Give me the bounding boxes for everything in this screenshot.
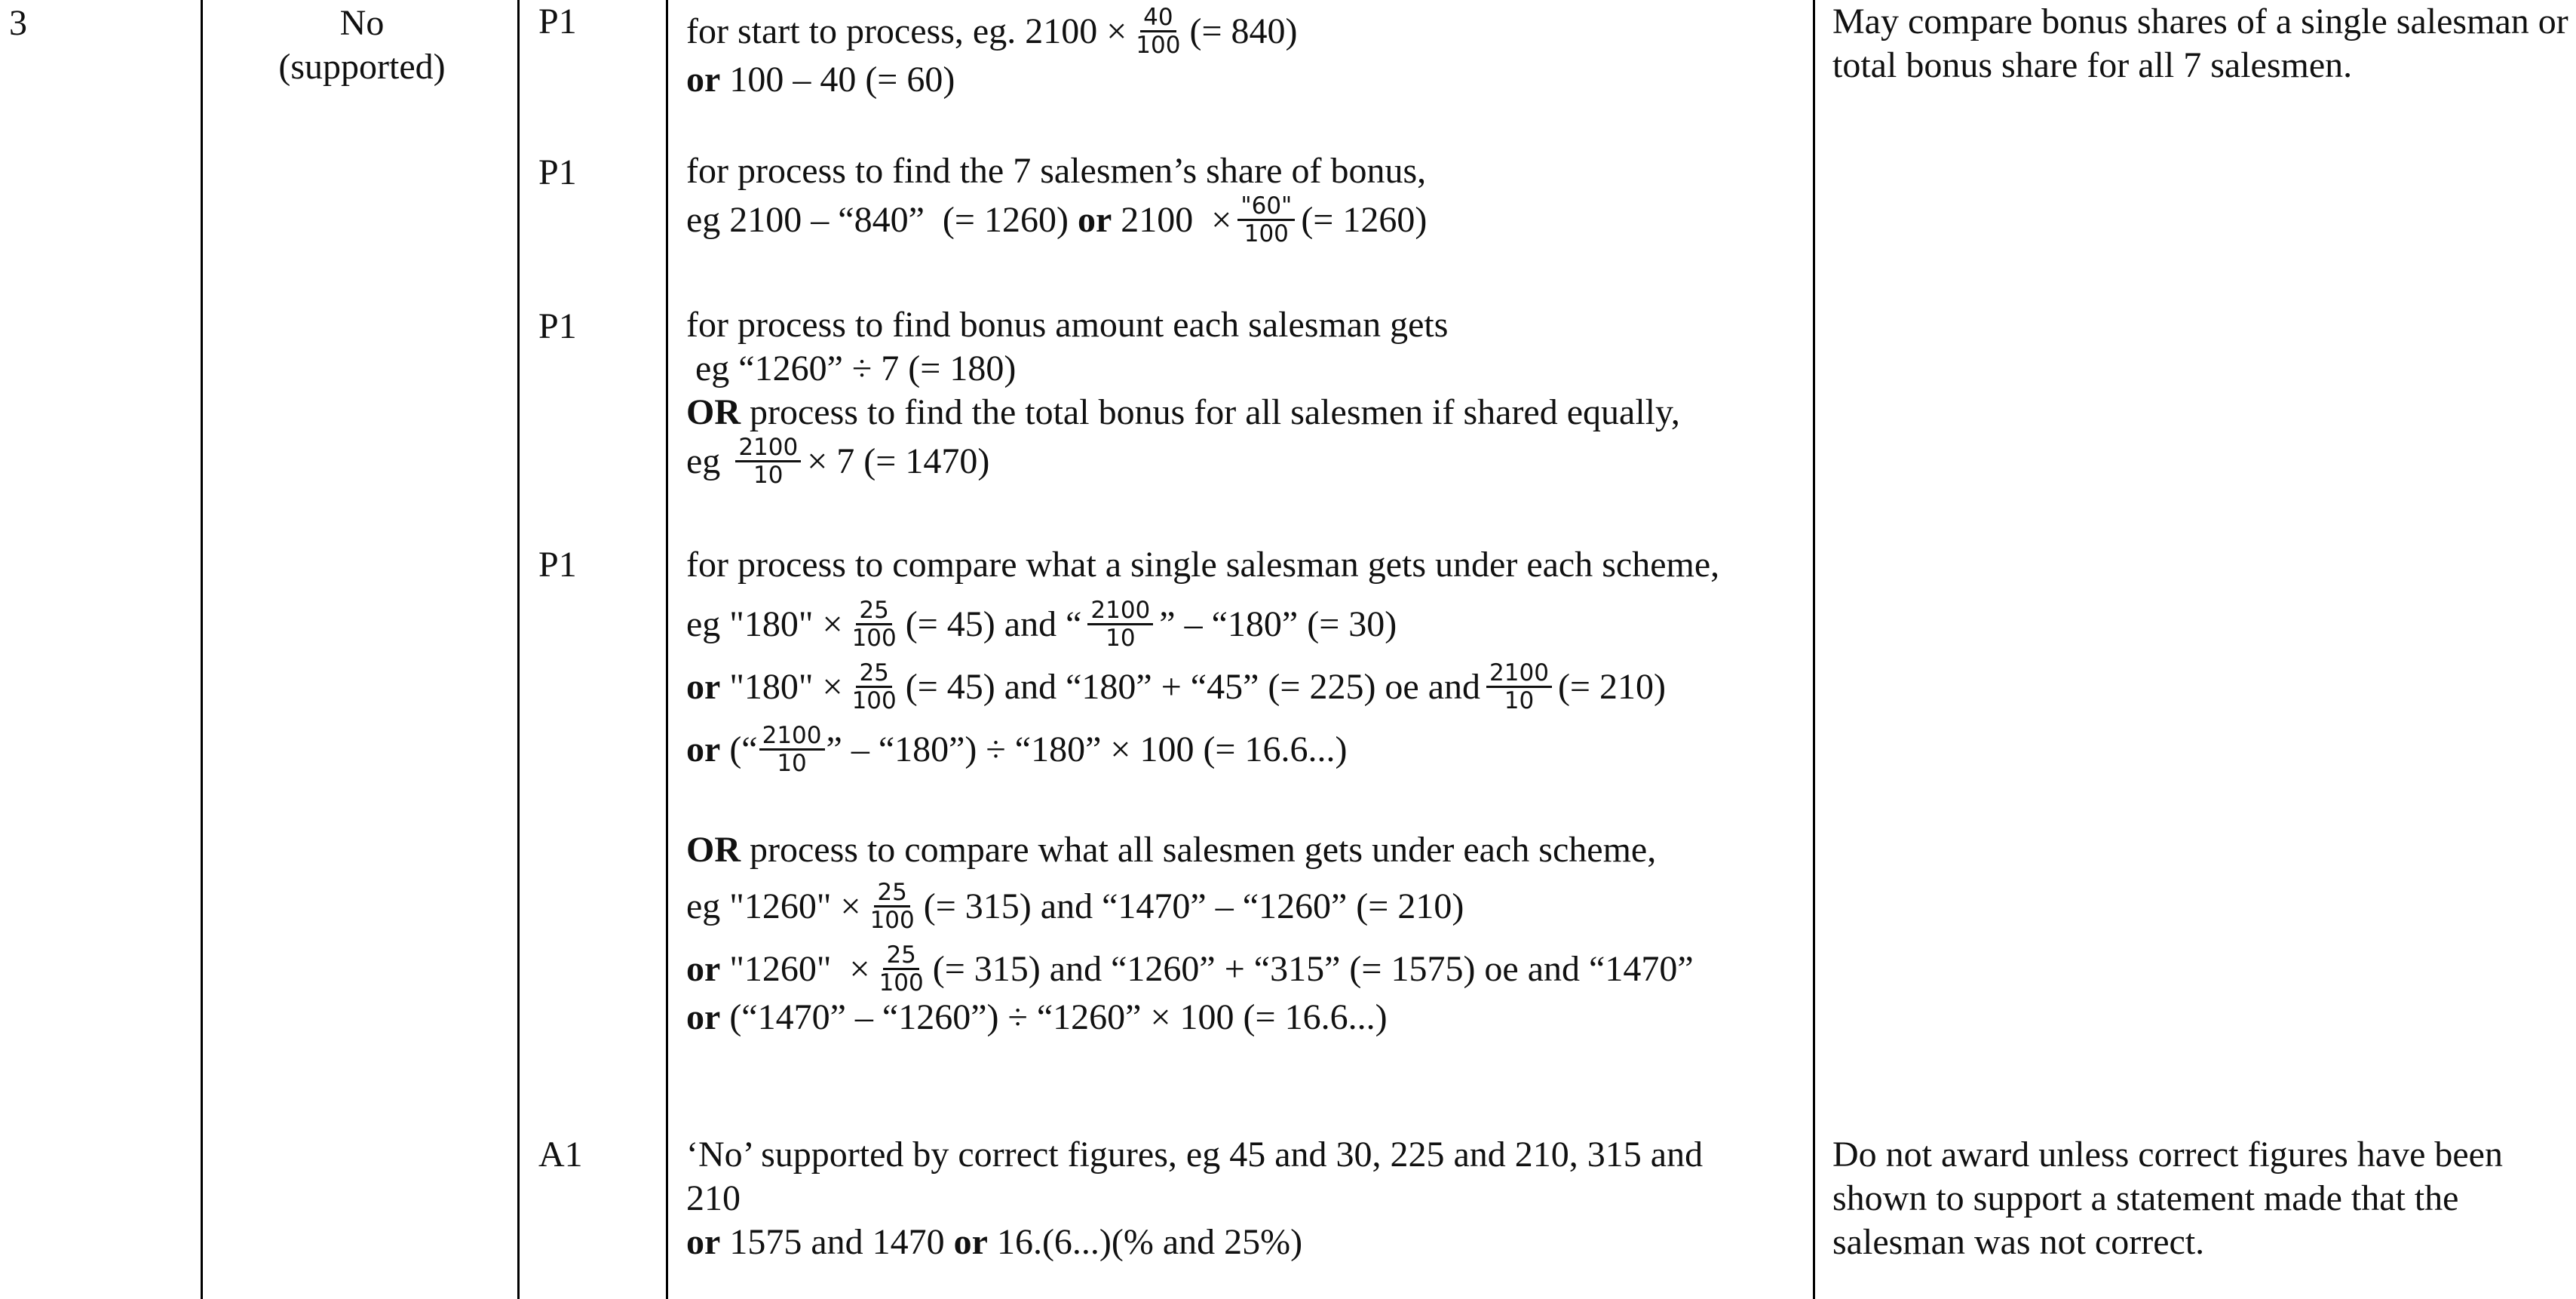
note-do-not-award: Do not award unless correct figures have been shown to support a statement made that the salesman was not correct.: [1832, 1135, 2503, 1262]
text-line: eg "1260" ×: [686, 886, 861, 926]
answer-cell: [204, 2, 520, 89]
text-line: 210: [686, 1178, 741, 1218]
text-line: process to compare what all salesmen gets under each scheme,: [741, 830, 1657, 870]
answer-line-2: (supported): [278, 47, 446, 87]
process-compare-single: [686, 543, 1802, 776]
fraction-numerator: 25: [856, 660, 891, 688]
fraction-denominator: 100: [879, 969, 924, 997]
text-line: for process to compare what a single salesman gets under each scheme,: [686, 545, 1720, 585]
accuracy-mark: [686, 1133, 1802, 1264]
note-compare-shares: May compare bonus shares of a single salesman or total bonus share for all 7 salesmen.: [1832, 2, 2568, 85]
fraction: [759, 723, 825, 776]
fraction-denominator: 100: [1136, 32, 1181, 59]
fraction-numerator: 40: [1140, 5, 1176, 32]
fraction-denominator: 100: [1244, 220, 1289, 247]
text-line: (= 315) and “1260” + “315” (= 1575) oe and “1470”: [932, 948, 1694, 989]
fraction-denominator: 100: [851, 625, 897, 652]
keyword-or: or: [1077, 199, 1112, 240]
keyword-or: or: [686, 1222, 721, 1262]
text-line: (“1470” – “1260”) ÷ “1260” × 100 (= 16.6...): [720, 997, 1388, 1037]
text-line: (= 315) and “1470” – “1260” (= 210): [923, 886, 1464, 926]
fraction: [1486, 660, 1552, 714]
keyword-or: or: [686, 60, 721, 100]
text-line: 16.(6...)(% and 25%): [987, 1222, 1303, 1262]
fraction: [735, 435, 801, 488]
fraction: [1237, 193, 1295, 247]
column-divider-4: [1813, 0, 1815, 1299]
text-line: for process to find bonus amount each salesman gets: [686, 305, 1449, 345]
process-compare-all: [686, 828, 1802, 1040]
text-line: (= 1260): [1301, 199, 1428, 240]
fraction: [1087, 597, 1153, 651]
text-line: × 7 (= 1470): [807, 441, 990, 481]
text-line: ” – “180”) ÷ “180” × 100 (= 16.6...): [826, 729, 1348, 769]
text-line: ” – “180” (= 30): [1159, 603, 1397, 644]
text-line: (“: [720, 729, 758, 769]
keyword-or: or: [953, 1222, 988, 1262]
text-line: (= 45) and “180” + “45” (= 225) oe and: [905, 666, 1481, 707]
process-each: [686, 303, 1802, 488]
text-line: (= 45) and “: [905, 603, 1082, 644]
keyword-or: or: [686, 666, 721, 707]
text-line: eg "180" ×: [686, 603, 843, 644]
answer-line-1: No: [339, 3, 385, 43]
keyword-or: or: [686, 729, 721, 769]
text-line: 2100 ×: [1112, 199, 1232, 240]
fraction-numerator: 2100: [735, 435, 801, 462]
fraction-numerator: 25: [874, 880, 909, 907]
text-line: ‘No’ supported by correct figures, eg 45 and 30, 225 and 210, 315 and: [686, 1135, 1704, 1175]
text-line: "1260" ×: [720, 948, 870, 989]
text-line: 100 – 40 (= 60): [720, 60, 955, 100]
mark-p1-share: P1: [538, 152, 577, 192]
fraction-denominator: 10: [777, 750, 807, 777]
keyword-or: or: [686, 948, 721, 989]
fraction-numerator: 2100: [759, 723, 825, 751]
mark-a1: A1: [538, 1135, 583, 1175]
fraction-denominator: 100: [851, 687, 897, 714]
fraction: [867, 880, 918, 933]
mark-p1-each: P1: [538, 306, 577, 346]
text-line: process to find the total bonus for all salesmen if shared equally,: [741, 392, 1680, 432]
fraction-denominator: 100: [869, 907, 915, 934]
text-line: for process to find the 7 salesmen’s share of bonus,: [686, 151, 1427, 191]
text-line: eg 2100 – “840” (= 1260): [686, 199, 1078, 240]
fraction: [1133, 5, 1183, 58]
fraction-denominator: 10: [753, 462, 784, 489]
column-divider-3: [666, 0, 668, 1299]
column-divider-1: [201, 0, 203, 1299]
fraction: [849, 660, 900, 714]
fraction-denominator: 10: [1504, 687, 1535, 714]
fraction-numerator: "60": [1237, 193, 1295, 221]
fraction-numerator: 25: [856, 597, 891, 625]
mark-p1-compare: P1: [538, 545, 577, 585]
fraction: [849, 597, 900, 651]
text-line: eg “1260” ÷ 7 (= 180): [686, 349, 1017, 388]
fraction: [876, 942, 927, 996]
text-line: (= 840): [1189, 11, 1298, 51]
text-line: for start to process, eg. 2100 ×: [686, 11, 1127, 51]
process-share: [686, 149, 1802, 247]
fraction-denominator: 10: [1106, 625, 1136, 652]
text-line: eg: [686, 441, 730, 481]
column-divider-2: [517, 0, 520, 1299]
question-number: 3: [9, 3, 27, 43]
fraction-numerator: 25: [883, 942, 918, 970]
keyword-or: OR: [686, 830, 741, 870]
text-line: (= 210): [1557, 666, 1666, 707]
text-line: "180" ×: [720, 666, 843, 707]
fraction-numerator: 2100: [1087, 597, 1153, 625]
keyword-or: or: [686, 997, 721, 1037]
process-start: [686, 5, 1802, 102]
text-line: 1575 and 1470: [720, 1222, 954, 1262]
mark-p1-start: P1: [538, 2, 577, 41]
keyword-or: OR: [686, 392, 741, 432]
fraction-numerator: 2100: [1486, 660, 1552, 688]
